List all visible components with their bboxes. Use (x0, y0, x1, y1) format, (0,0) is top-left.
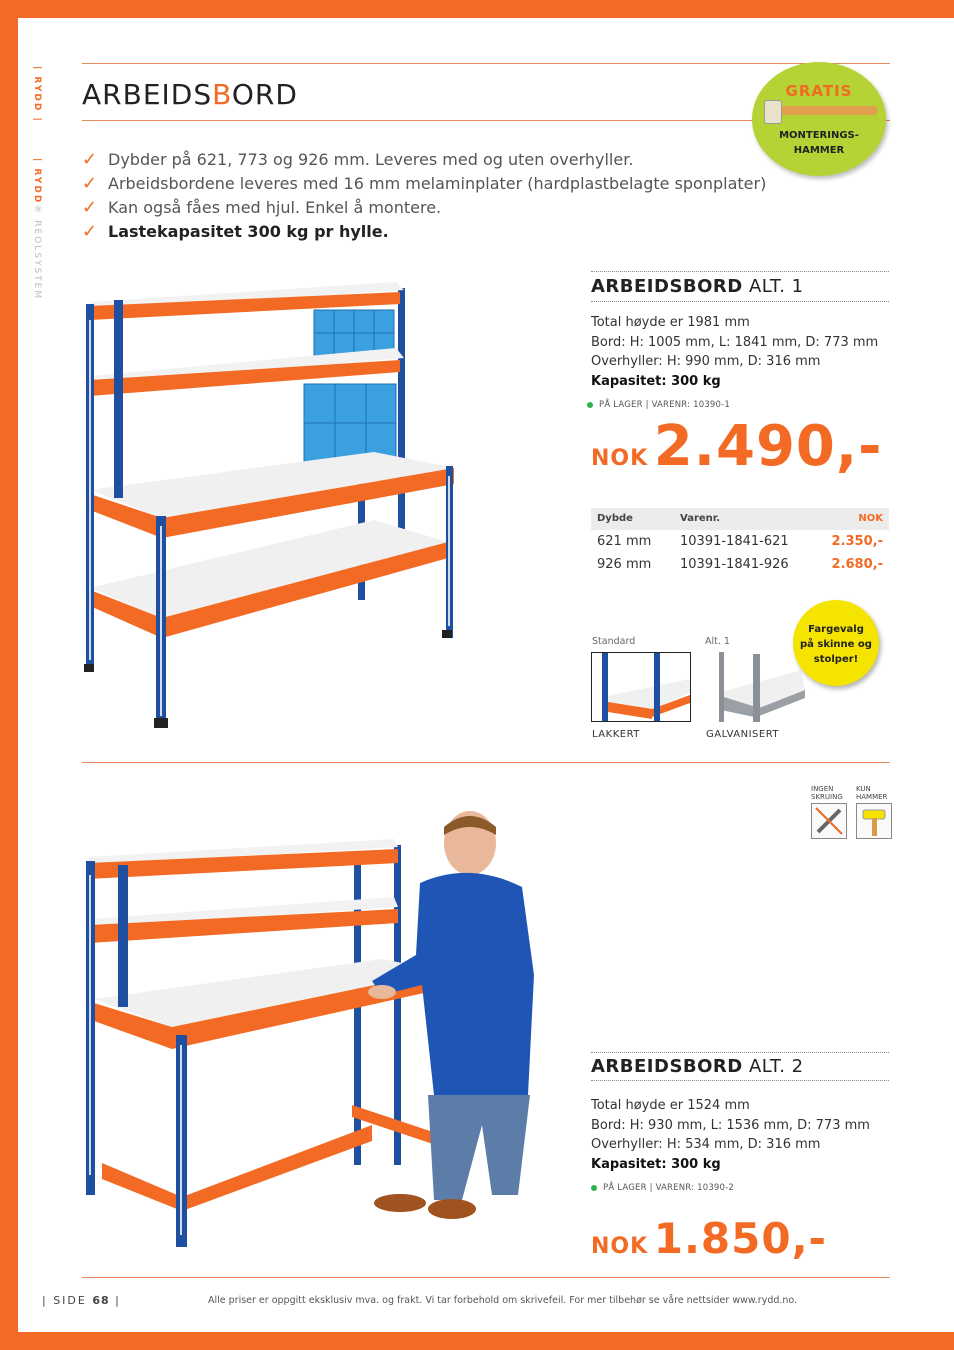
alt2-price: NOK 1.850,- (591, 1214, 827, 1263)
alt1-price-table (591, 508, 889, 576)
alt1-title: ARBEIDSBORD ALT. 1 (591, 276, 804, 297)
hammer-icon (856, 803, 892, 839)
footer-rule (82, 1277, 890, 1278)
alt1-spec-table: Bord: H: 1005 mm, L: 1841 mm, D: 773 mm (591, 334, 879, 350)
color-choice-sticker (793, 600, 879, 686)
no-screwdriver-icon (811, 803, 847, 839)
sticker-text: Fargevalg på skinne og stolper! (800, 624, 872, 665)
lakkert-caption: LAKKERT (592, 729, 640, 740)
section-divider (82, 762, 890, 763)
checkmark-icon: ✓ (82, 221, 98, 242)
alt2-title-rule-bottom (591, 1080, 889, 1081)
alt2-title: ARBEIDSBORD ALT. 2 (591, 1056, 804, 1077)
alt1-spec-height: Total høyde er 1981 mm (591, 315, 750, 330)
checkmark-icon: ✓ (82, 197, 98, 218)
alt1-spec-capacity: Kapasitet: 300 kg (591, 373, 721, 389)
badge-gratis-text: GRATIS (785, 82, 853, 100)
in-stock-dot-icon (591, 1185, 597, 1191)
feature-item: ✓ Lastekapasitet 300 kg pr hylle. (82, 221, 389, 242)
alt2-spec-capacity: Kapasitet: 300 kg (591, 1156, 721, 1172)
in-stock-dot-icon (587, 402, 593, 408)
alt2-stock-status: PÅ LAGER | VARENR: 10390-2 (591, 1183, 734, 1193)
alt2-specs (591, 1096, 870, 1174)
table-row: 926 mm 10391-1841-926 2.680,- (597, 557, 883, 572)
page-frame-top (0, 0, 954, 18)
brand-vertical-top: | RYDD | (32, 66, 42, 123)
free-hammer-badge (752, 62, 886, 176)
alt1-specs (591, 313, 878, 391)
page-title: ARBEIDSBORD (82, 78, 298, 111)
feature-item: ✓ Dybder på 621, 773 og 926 mm. Leveres med og uten overhyller. (82, 149, 634, 170)
header-rule-top (82, 63, 890, 64)
alt2-title-rule-top (591, 1052, 889, 1053)
hammer-only-label: KUN HAMMER (856, 785, 888, 801)
alt1-title-rule-top (591, 271, 889, 272)
alt1-title-rule-bottom (591, 301, 889, 302)
galvanisert-caption: GALVANISERT (706, 729, 780, 740)
checkmark-icon: ✓ (82, 173, 98, 194)
workbench-alt1-image (82, 280, 462, 735)
lakkert-swatch-image (591, 652, 691, 722)
alt1-price: NOK 2.490,- (591, 414, 883, 479)
table-row: 621 mm 10391-1841-621 2.350,- (597, 534, 883, 549)
page-frame-bottom (0, 1332, 954, 1350)
footer-disclaimer: Alle priser er oppgitt eksklusiv mva. og frakt. Vi tar forbehold om skrivefeil. For mer tilbehør se våre nettsider www.rydd.no. (208, 1295, 798, 1306)
alt2-spec-shelves: Overhyller: H: 534 mm, D: 316 mm (591, 1137, 821, 1152)
price-table-header: Dybde Varenr. NOK (591, 508, 889, 530)
hammer-handle-icon (778, 106, 878, 115)
finish-alt-label: Alt. 1 (705, 636, 730, 647)
feature-item: ✓ Kan også fåes med hjul. Enkel å montere. (82, 197, 442, 218)
hammer-head-icon (764, 100, 782, 124)
feature-item: ✓ Arbeidsbordene leveres med 16 mm melaminplater (hardplastbelagte sponplater) (82, 173, 767, 194)
checkmark-icon: ✓ (82, 149, 98, 170)
no-screw-label: INGEN SKRUING (811, 785, 843, 801)
brand-vertical-bottom: | RYDD® REOLSYSTEM (32, 158, 42, 301)
page-frame-left (0, 0, 18, 1350)
alt1-stock-status: PÅ LAGER | VARENR: 10390-1 (587, 400, 730, 410)
alt2-spec-table: Bord: H: 930 mm, L: 1536 mm, D: 773 mm (591, 1117, 870, 1133)
page-number: | SIDE 68 | (42, 1294, 121, 1307)
feature-list (82, 148, 766, 244)
galvanisert-swatch-image (715, 652, 805, 722)
badge-caption: MONTERINGS- HAMMER (779, 130, 859, 156)
finish-standard-label: Standard (592, 636, 636, 647)
workbench-alt2-image (82, 805, 552, 1255)
alt2-spec-height: Total høyde er 1524 mm (591, 1098, 750, 1113)
alt1-spec-shelves: Overhyller: H: 990 mm, D: 316 mm (591, 354, 821, 369)
